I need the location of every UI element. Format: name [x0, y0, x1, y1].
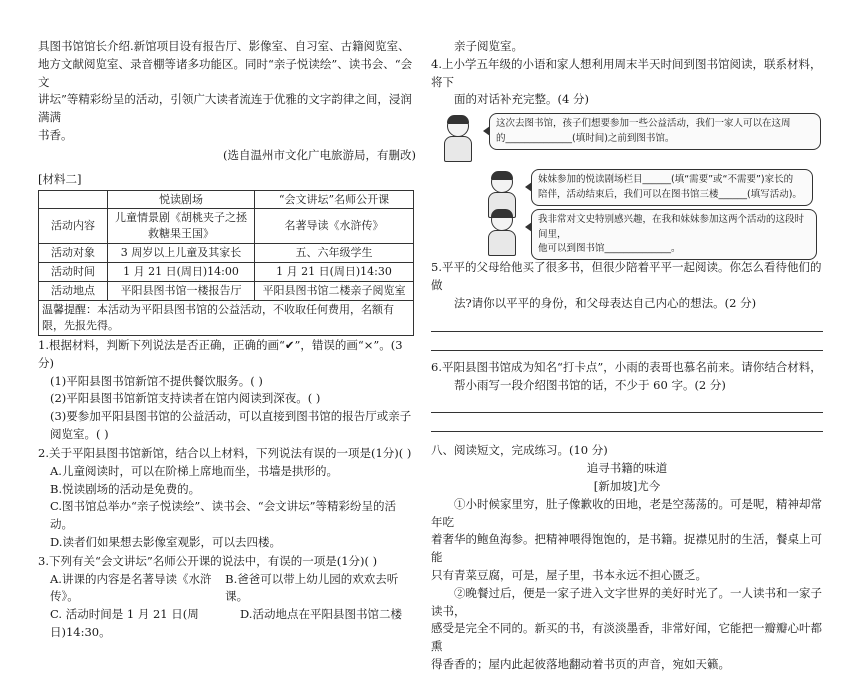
bubble-text: 陪伴，活动结束后，我们可以在图书馆三楼______(填写活动)。	[538, 188, 802, 200]
question-5-stem: 法?请你以平平的身份，和父母表达自己内心的想法。(2 分)	[454, 295, 757, 310]
table-row	[39, 282, 414, 301]
table-cell: 活动地点	[39, 282, 108, 301]
table-cell: 活动对象	[39, 244, 108, 263]
bubble-text: 这次去图书馆，孩子们想要参加一些公益活动，我们一家人可以在这周	[496, 118, 791, 130]
passage-paragraph: 得香香的；屋内此起彼落地翻动着书页的声音，宛如天籁。	[431, 657, 730, 672]
table-cell: 平阳县图书馆二楼亲子阅览室	[255, 282, 414, 301]
table-row	[39, 263, 414, 282]
table-cell: 活动时间	[39, 263, 108, 282]
question-2-option: C.图书馆总举办“亲子悦读绘”、读书会、“会文讲坛”等精彩纷呈的活动。	[50, 499, 397, 532]
question-3-stem: 3.下列有关“会文讲坛”名师公开课的说法中，有误的一项是(1分)( )	[38, 553, 378, 568]
source-note: (选自温州市文化广电旅游局，有删改)	[223, 147, 416, 162]
question-3-options-row	[38, 571, 416, 607]
question-1-item: (3)要参加平阳县图书馆的公益活动，可以直接到图书馆的报告厅或亲子阅览室。( )	[50, 409, 412, 442]
table-cell: 平阳县图书馆一楼报告厅	[108, 282, 255, 301]
passage-paragraph: 只有青菜豆腐，可是，屋子里，书本永远不担心匮乏。	[431, 568, 707, 582]
table-header-row	[39, 190, 414, 209]
material-two-label: [材料二]	[38, 171, 82, 186]
table-cell: 名著导读《水浒传》	[255, 209, 414, 244]
question-2-option: D.读者们如果想去影像室观影，可以去四楼。	[50, 534, 281, 549]
table-cell	[39, 190, 108, 209]
table-cell: 1 月 21 日(周日)14:00	[108, 263, 255, 282]
bubble-text: 他可以到图书馆______________。	[538, 242, 681, 254]
question-3-option-b: B.爸爸可以带上幼儿园的欢欢去听课。	[225, 571, 399, 604]
speech-bubble-father	[489, 113, 821, 150]
intro-line: 具图书馆馆长介绍.新馆项目设有报告厅、影像室、自习室、古籍阅览室、	[38, 39, 410, 53]
question-3-option-c: C. 活动时间是 1 月 21 日(周日)14:30。	[50, 607, 199, 639]
passage-paragraph: 感受是完全不同的。新买的书，有淡淡墨香，非常好闻，它能把一瓣瓣心叶都熏	[431, 621, 822, 654]
table-cell: 五、六年级学生	[255, 244, 414, 263]
table-note-row	[39, 301, 414, 336]
dialogue-illustration	[431, 113, 823, 253]
table-cell: 悦读剧场	[108, 190, 255, 209]
table-row	[39, 244, 414, 263]
table-note: 温馨提醒：本活动为平阳县图书馆的公益活动，不收取任何费用，名额有限，先报先得。	[39, 301, 414, 336]
question-6-stem: 6.平阳县图书馆成为知名“打卡点”，小雨的表哥也慕名前来。请你结合材料，	[431, 359, 822, 374]
father-figure-icon	[439, 115, 475, 161]
bubble-text: 我非常对文史特别感兴趣，在我和妹妹参加这两个活动的这段时间里，	[538, 214, 805, 240]
question-2-stem: 2.关于平阳县图书馆新馆，结合以上材料，下列说法有误的一项是(1分)( )	[38, 445, 412, 460]
question-1-stem: 1.根据材料，判断下列说法是否正确，正确的画“✔”，错误的画“×”。(3 分)	[38, 338, 403, 370]
table-cell: 儿童情景剧《胡桃夹子之拯救糖果王国》	[108, 209, 255, 244]
answer-line[interactable]	[431, 398, 823, 413]
section-8-heading: 八、阅读短文，完成练习。(10 分)	[431, 443, 608, 458]
boy-figure-icon	[483, 209, 519, 255]
question-3-option-a: A.讲课的内容是名著导读《水浒传》。	[50, 571, 212, 604]
table-cell: 3 周岁以上儿童及其家长	[108, 244, 255, 263]
table-cell: “会文讲坛”名师公开课	[255, 190, 414, 209]
question-3-continuation: 亲子阅览室。	[454, 39, 523, 53]
question-4-stem: 4.上小学五年级的小语和家人想利用周末半天时间到图书馆阅读，联系材料，将下	[431, 56, 822, 89]
table-cell: 1 月 21 日(周日)14:30	[255, 263, 414, 282]
passage-paragraph: ①小时候家里穷，肚子像歉收的田地，老是空荡荡的。可是呢，精神却常年吃	[431, 496, 822, 529]
passage-author: [新加坡]尤今	[593, 478, 661, 493]
question-5-stem: 5.平平的父母给他买了很多书，但很少陪着平平一起阅读。你怎么看待他们的做	[431, 260, 822, 293]
intro-line: 讲坛”等精彩纷呈的活动，引领广大读者流连于优雅的文字韵律之间，浸润满满	[38, 92, 412, 125]
passage-title: 追寻书籍的味道	[586, 461, 668, 476]
table-row	[39, 209, 414, 244]
answer-line[interactable]	[431, 317, 823, 332]
passage-paragraph: 着奢华的鲍鱼海参。把精神喂得饱饱的，是书籍。捉襟见肘的生活，餐桌上可能	[431, 532, 822, 565]
speech-bubble-boy	[531, 209, 817, 260]
left-column	[38, 38, 416, 642]
question-3-options-row	[38, 606, 416, 642]
question-1-item: (2)平阳县图书馆新馆支持读者在馆内阅读到深夜。( )	[50, 391, 321, 406]
table-cell: 活动内容	[39, 209, 108, 244]
intro-line: 地方文献阅览室、录音棚等诸多功能区。同时“亲子悦读绘”、读书会、“会文	[38, 56, 413, 89]
answer-line[interactable]	[431, 336, 823, 351]
answer-line[interactable]	[431, 417, 823, 432]
question-2-option: B.悦读剧场的活动是免费的。	[50, 481, 201, 496]
question-2-option: A.儿童阅读时，可以在阶梯上席地而坐，书墙是拱形的。	[50, 463, 338, 478]
passage-paragraph: ②晚餐过后，便是一家子进入文字世界的美好时光了。一人读书和一家子读书，	[431, 585, 822, 618]
question-6-stem: 帮小雨写一段介绍图书馆的话，不少于 60 字。(2 分)	[454, 377, 726, 392]
question-1-item: (1)平阳县图书馆新馆不提供餐饮服务。( )	[50, 373, 263, 388]
question-4-stem: 面的对话补充完整。(4 分)	[454, 92, 589, 107]
bubble-text: 的______________(填时间)之前到图书馆。	[496, 132, 675, 144]
speech-bubble-girl	[531, 169, 813, 206]
right-column	[431, 38, 823, 674]
intro-line: 书香。	[38, 128, 73, 143]
activity-table	[38, 190, 414, 337]
bubble-text: 妹妹参加的悦读剧场栏目______(填“需要”或“不需要”)家长的	[538, 174, 794, 186]
question-3-option-d: D.活动地点在平阳县图书馆二楼	[240, 607, 402, 622]
